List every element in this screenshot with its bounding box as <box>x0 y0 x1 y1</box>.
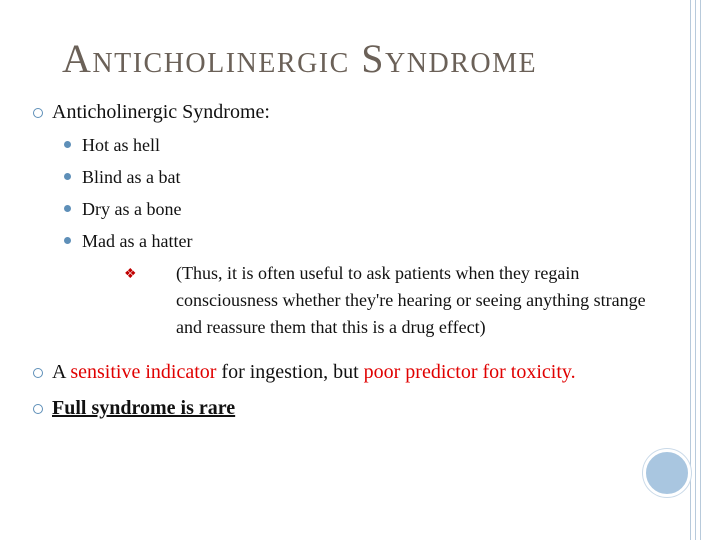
dot-bullet-icon <box>64 205 71 212</box>
sub-bullet <box>30 129 670 161</box>
diamond-bullet-icon: ❖ <box>124 267 137 282</box>
bullet-text-part: A <box>52 361 71 383</box>
right-frame <box>686 0 720 540</box>
highlight-text: poor predictor for toxicity. <box>363 361 576 383</box>
highlight-text: sensitive indicator <box>70 361 217 383</box>
ring-bullet-icon <box>33 108 43 118</box>
sub-bullet <box>30 225 670 257</box>
sub-bullet-text: Blind as a bat <box>82 167 181 187</box>
bullet-text: Anticholinergic Syndrome: <box>52 101 270 123</box>
dot-bullet-icon <box>64 173 71 180</box>
bullet-text: Full syndrome is rare <box>52 397 236 419</box>
frame-rule <box>690 0 691 540</box>
bullet-point-1 <box>30 98 670 126</box>
slide-body <box>30 98 670 422</box>
note-text: (Thus, it is often useful to ask patients when they regain consciousness whether they're hearing or seeing anything strange and reassure them that this is a drug effect) <box>176 263 646 337</box>
bullet-point-2 <box>30 358 670 386</box>
frame-rule <box>695 0 696 540</box>
sub-bullet <box>30 193 670 225</box>
sub-bullet-text: Hot as hell <box>82 135 160 155</box>
ring-bullet-icon <box>33 404 43 414</box>
frame-rule <box>700 0 701 540</box>
dot-bullet-icon <box>64 237 71 244</box>
slide-title: Anticholinergic Syndrome <box>62 36 538 81</box>
sub-bullet-text: Dry as a bone <box>82 199 182 219</box>
dot-bullet-icon <box>64 141 71 148</box>
decorative-circle <box>643 449 691 497</box>
note-bullet <box>30 260 670 341</box>
bullet-point-3 <box>30 394 670 422</box>
sub-bullet <box>30 161 670 193</box>
ring-bullet-icon <box>33 368 43 378</box>
sub-bullet-text: Mad as a hatter <box>82 231 193 251</box>
bullet-text-part: for ingestion, but <box>216 361 364 383</box>
